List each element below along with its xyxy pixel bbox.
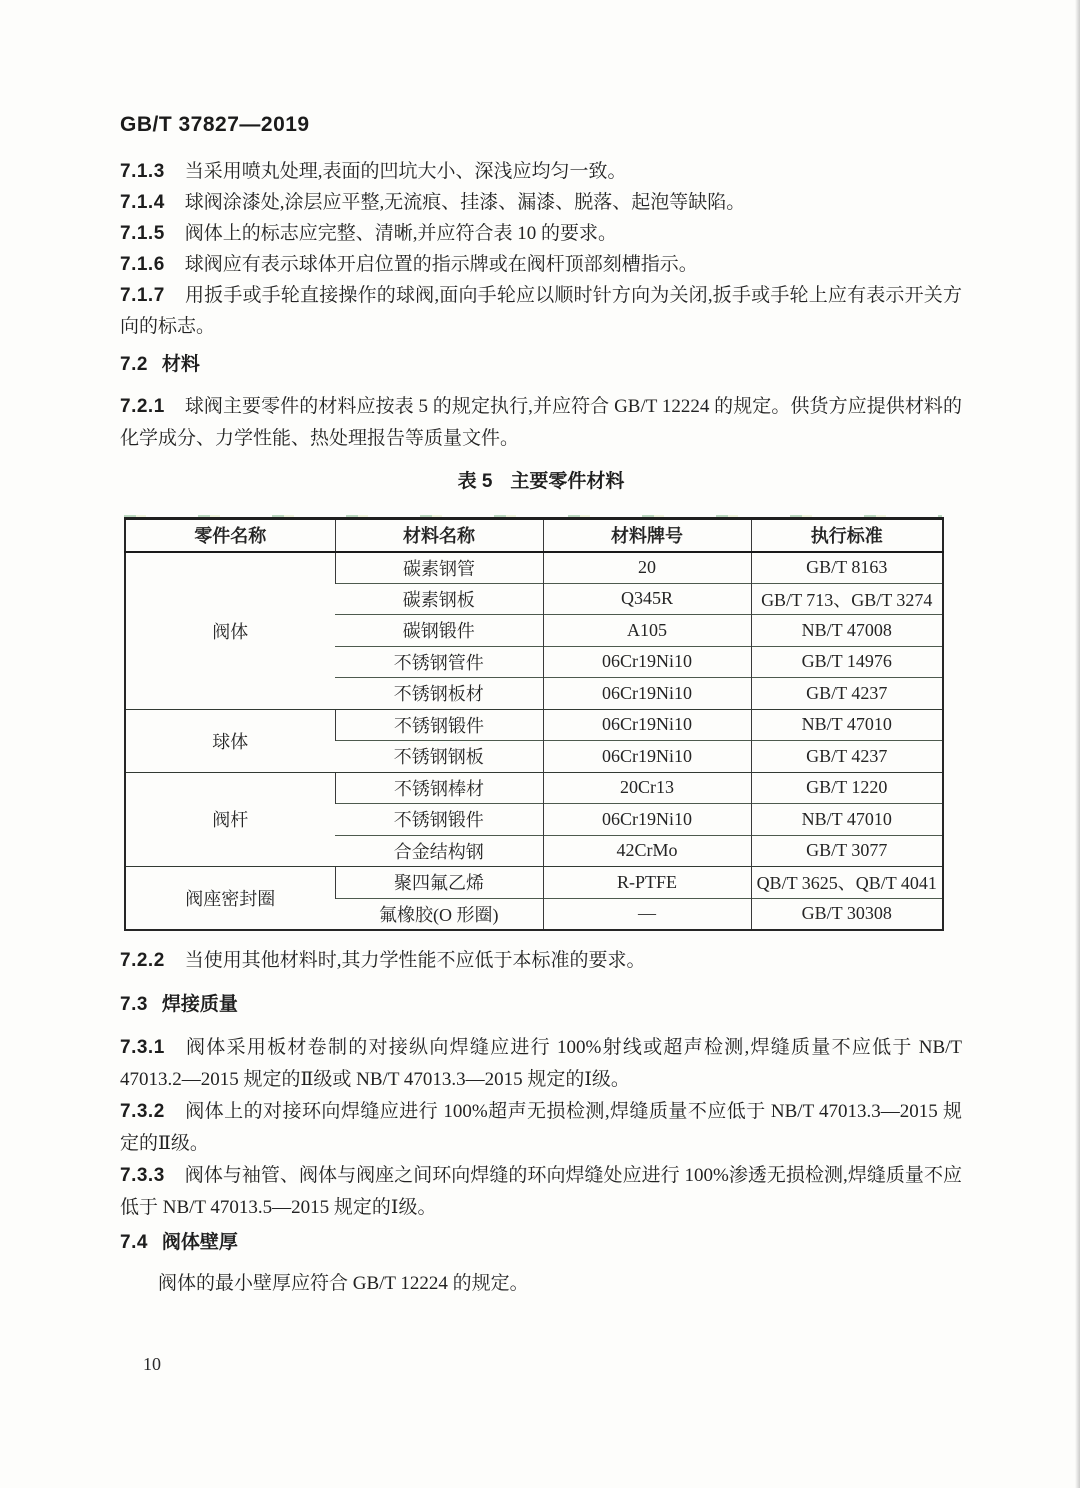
clause-text: 当采用喷丸处理,表面的凹坑大小、深浅应均匀一致。: [184, 161, 627, 182]
table-cell-part: 阀体: [125, 552, 335, 710]
table-cell-part: 阀座密封圈: [125, 867, 335, 930]
table-cell: 06Cr19Ni10: [543, 709, 751, 741]
table-cell: 20Cr13: [543, 772, 751, 804]
table-cell: A105: [543, 615, 751, 647]
clause-text: 阀体上的标志应完整、清晰,并应符合表 10 的要求。: [184, 223, 618, 244]
table-cell: 碳素钢管: [335, 552, 543, 584]
clause-number: 7.1.4: [120, 192, 165, 213]
table-cell: 不锈钢棒材: [335, 772, 543, 804]
table-header-material-name: 材料名称: [335, 519, 543, 552]
clause-7-1-7: [120, 280, 962, 342]
standard-code: GB/T 37827—2019: [120, 113, 310, 136]
section-heading-7-4: [120, 1230, 962, 1256]
parts-materials-table: [124, 517, 944, 931]
clause-7-3-3: [120, 1160, 962, 1224]
clause-7-3-1: [120, 1032, 962, 1096]
clause-number: 7.2.2: [120, 949, 165, 971]
clause-text: 当使用其他材料时,其力学性能不应低于本标准的要求。: [184, 949, 646, 971]
table-cell: 06Cr19Ni10: [543, 646, 751, 678]
table-cell: 不锈钢板材: [335, 678, 543, 710]
section-heading-7-3: [120, 992, 962, 1018]
table-cell: —: [543, 898, 751, 930]
clause-7-1-6: [120, 249, 962, 280]
page-number: 10: [143, 1353, 161, 1374]
table-row: [125, 772, 943, 804]
clause-text: 球阀主要零件的材料应按表 5 的规定执行,并应符合 GB/T 12224 的规定。供货方应提供材料的化学成分、力学性能、热处理报告等质量文件。: [120, 396, 962, 449]
table-cell: 不锈钢管件: [335, 646, 543, 678]
table-header-part-name: 零件名称: [125, 519, 335, 552]
table-cell: 42CrMo: [543, 835, 751, 867]
table-cell: 聚四氟乙烯: [335, 867, 543, 899]
clause-7-4-text: 阀体的最小壁厚应符合 GB/T 12224 的规定。: [158, 1272, 529, 1294]
table-cell: GB/T 8163: [751, 552, 943, 584]
clause-number: 7.1.7: [120, 285, 165, 306]
table-cell: 不锈钢锻件: [335, 709, 543, 741]
table-cell: 碳素钢板: [335, 583, 543, 615]
table-cell: GB/T 1220: [751, 772, 943, 804]
clause-7-1-5: [120, 218, 962, 249]
clause-7-1-3: [120, 156, 962, 187]
table-cell: 20: [543, 552, 751, 584]
section-number: 7.2: [120, 354, 148, 375]
table-cell: 不锈钢锻件: [335, 804, 543, 836]
table-cell: GB/T 4237: [751, 678, 943, 710]
table-cell: GB/T 14976: [751, 646, 943, 678]
table-cell: GB/T 3077: [751, 835, 943, 867]
clause-number: 7.3.3: [120, 1164, 165, 1186]
section-heading-7-2: [120, 352, 962, 378]
clause-number: 7.1.3: [120, 161, 165, 182]
clause-number: 7.1.5: [120, 223, 165, 244]
table-cell: 06Cr19Ni10: [543, 741, 751, 773]
table-cell: 不锈钢钢板: [335, 741, 543, 773]
table-cell-part: 阀杆: [125, 772, 335, 867]
clause-text: 阀体上的对接环向焊缝应进行 100%超声无损检测,焊缝质量不应低于 NB/T 47013.3—2015 规定的Ⅱ级。: [120, 1100, 962, 1154]
table-row: [125, 709, 943, 741]
table-cell: GB/T 30308: [751, 898, 943, 930]
table-cell: QB/T 3625、QB/T 4041: [751, 867, 943, 899]
section-title: 材料: [161, 354, 200, 375]
clause-text: 用扳手或手轮直接操作的球阀,面向手轮应以顺时针方向为关闭,扳手或手轮上应有表示开关方向的标志。: [120, 285, 962, 337]
clause-list-7-1: [120, 156, 962, 342]
table-cell: GB/T 713、GB/T 3274: [751, 583, 943, 615]
clause-text: 球阀应有表示球体开启位置的指示牌或在阀杆顶部刻槽指示。: [184, 254, 698, 275]
table-header-standard: 执行标准: [751, 519, 943, 552]
clause-7-2-2: [120, 945, 962, 976]
table-cell: NB/T 47008: [751, 615, 943, 647]
clause-number: 7.1.6: [120, 254, 165, 275]
section-title: 焊接质量: [161, 993, 238, 1015]
table-row: [125, 552, 943, 584]
clause-number: 7.2.1: [120, 396, 165, 417]
table-header-material-grade: 材料牌号: [543, 519, 751, 552]
table-cell: 氟橡胶(O 形圈): [335, 898, 543, 930]
table-cell-part: 球体: [125, 709, 335, 772]
table-header-row: [125, 519, 943, 552]
clause-text: 阀体采用板材卷制的对接纵向焊缝应进行 100%射线或超声检测,焊缝质量不应低于 NB/T 47013.2—2015 规定的Ⅱ级或 NB/T 47013.3—2015 规定的Ⅰ级。: [120, 1036, 962, 1090]
clause-text: 阀体与袖管、阀体与阀座之间环向焊缝的环向焊缝处应进行 100%渗透无损检测,焊缝质量不应低于 NB/T 47013.5—2015 规定的Ⅰ级。: [120, 1164, 962, 1218]
table-cell: Q345R: [543, 583, 751, 615]
clause-7-1-4: [120, 187, 962, 218]
section-title: 阀体壁厚: [161, 1231, 238, 1253]
section-number: 7.4: [120, 1231, 148, 1253]
table-cell: 合金结构钢: [335, 835, 543, 867]
table-caption-label: 表 5: [457, 471, 493, 492]
table-cell: NB/T 47010: [751, 804, 943, 836]
table-cell: R-PTFE: [543, 867, 751, 899]
scan-edge-artifact: [1075, 0, 1080, 1488]
clause-number: 7.3.1: [120, 1036, 165, 1058]
clause-7-3-2: [120, 1096, 962, 1160]
table-cell: 06Cr19Ni10: [543, 804, 751, 836]
clause-text: 球阀涂漆处,涂层应平整,无流痕、挂漆、漏漆、脱落、起泡等缺陷。: [184, 192, 746, 213]
section-number: 7.3: [120, 993, 148, 1015]
table-cell: 碳钢锻件: [335, 615, 543, 647]
table-cell: 06Cr19Ni10: [543, 678, 751, 710]
clause-number: 7.3.2: [120, 1100, 165, 1122]
table-cell: NB/T 47010: [751, 709, 943, 741]
table-row: [125, 867, 943, 899]
table-cell: GB/T 4237: [751, 741, 943, 773]
table-caption: [120, 469, 962, 495]
table-caption-title: 主要零件材料: [510, 471, 625, 492]
clause-7-2-1: [120, 391, 962, 455]
